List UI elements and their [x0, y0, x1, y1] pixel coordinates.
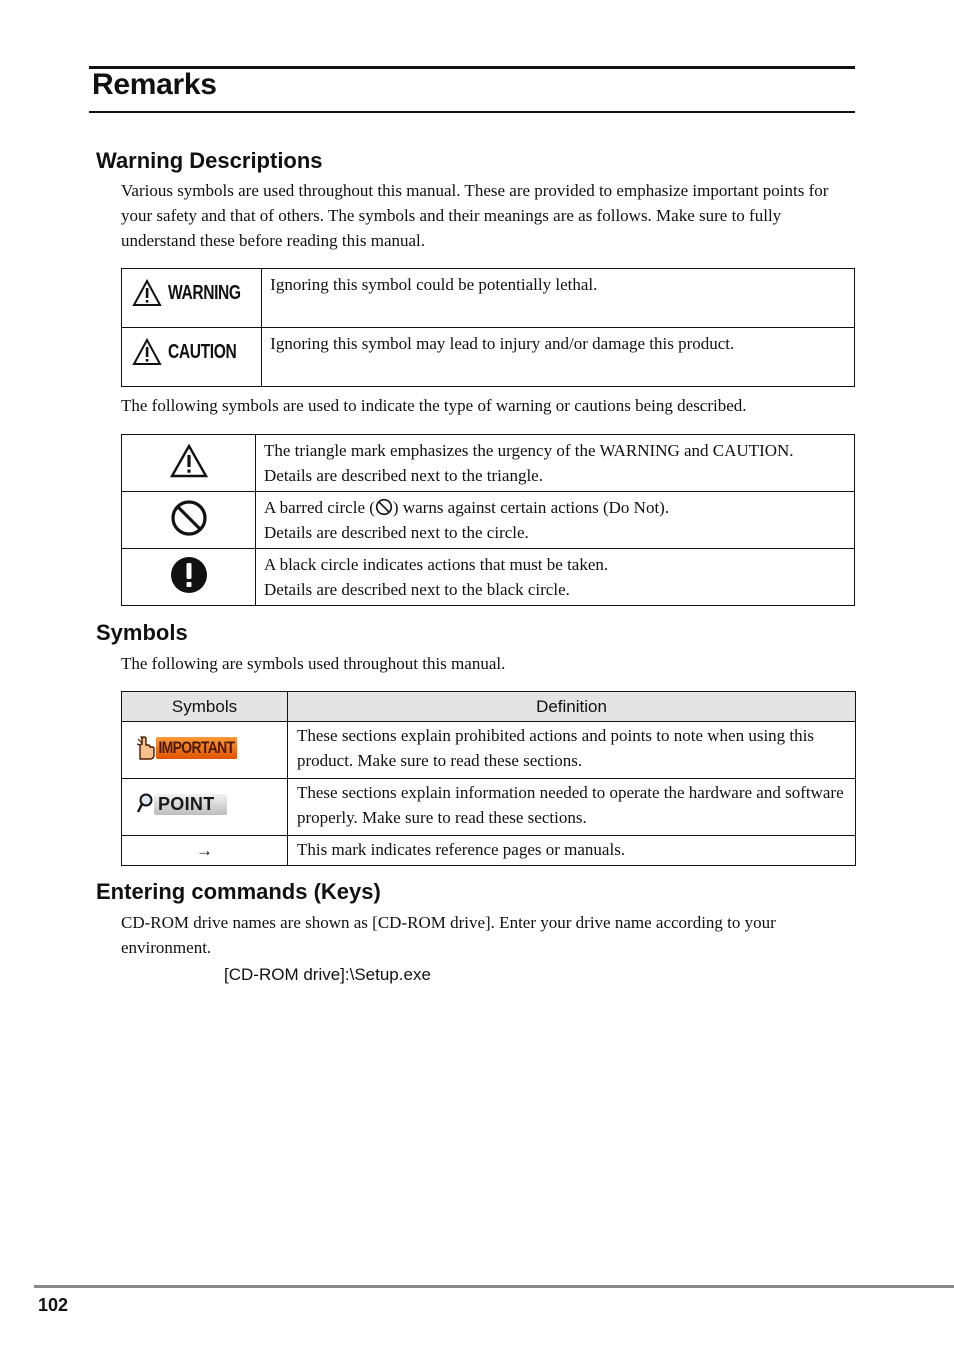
warning-levels-table: [121, 268, 855, 387]
warning-label-cell: [122, 269, 262, 328]
symbols-intro: The following are symbols used throughout this manual.: [121, 654, 506, 673]
symbols-heading: Symbols: [96, 620, 188, 645]
warning-label: WARNING: [168, 281, 241, 304]
barred-circle-line1-post: ) warns against certain actions (Do Not).: [392, 498, 670, 517]
barred-circle-line2: Details are described next to the circle.: [264, 523, 529, 542]
title-rule-bottom: [89, 111, 855, 113]
black-circle-row: [122, 549, 855, 606]
caution-row: [122, 328, 855, 387]
barred-circle-row: [122, 492, 855, 549]
warning-triangle-icon: [132, 279, 162, 307]
black-circle-description: [256, 549, 855, 606]
important-badge-icon: [136, 735, 255, 761]
warning-descriptions-intro: Various symbols are used throughout this manual. These are provided to emphasize important points for your safety and that of others. The symbols and their meanings are as follows. Make sure to fully understand these before reading this manual.: [121, 181, 829, 250]
arrow-row: [122, 836, 856, 866]
warning-row: [122, 269, 855, 328]
marks-intro: The following symbols are used to indicate the type of warning or cautions being described.: [121, 396, 747, 415]
barred-circle-small-icon: [375, 498, 393, 516]
black-circle-line1: A black circle indicates actions that must be taken.: [264, 555, 609, 574]
important-definition: These sections explain prohibited actions and points to note when using this product. Make sure to read these sections.: [288, 722, 856, 779]
important-row: [122, 722, 856, 779]
symbols-header-row: [122, 692, 856, 722]
point-badge-text: POINT: [154, 794, 227, 815]
arrow-definition: This mark indicates reference pages or manuals.: [288, 836, 856, 866]
black-circle-icon: [170, 556, 208, 594]
warning-descriptions-heading: Warning Descriptions: [96, 148, 323, 173]
point-symbol-cell: [122, 779, 288, 836]
point-badge-icon: [136, 792, 227, 818]
magnifier-icon: [136, 792, 154, 818]
point-row: [122, 779, 856, 836]
triangle-mark-row: [122, 435, 855, 492]
definition-column-header: Definition: [288, 692, 856, 722]
symbols-table: [121, 691, 856, 866]
entering-commands-heading: Entering commands (Keys): [96, 879, 381, 904]
page-number: 102: [38, 1295, 69, 1315]
triangle-mark-line2: Details are described next to the triangle.: [264, 466, 543, 485]
footer-rule: [34, 1285, 954, 1288]
arrow-icon: →: [122, 836, 288, 866]
hand-icon: [136, 735, 156, 761]
entering-commands-intro: CD-ROM drive names are shown as [CD-ROM drive]. Enter your drive name according to your environment.: [121, 913, 776, 957]
page-title: Remarks: [92, 68, 217, 101]
warning-marks-table: [121, 434, 855, 606]
barred-circle-line1: [264, 495, 846, 520]
black-circle-cell: [122, 549, 256, 606]
triangle-mark-icon: [170, 444, 208, 478]
triangle-mark-line1: The triangle mark emphasizes the urgency of the WARNING and CAUTION.: [264, 441, 794, 460]
warning-triangle-icon: [132, 338, 162, 366]
barred-circle-icon: [170, 499, 208, 537]
caution-description: Ignoring this symbol may lead to injury and/or damage this product.: [262, 328, 855, 387]
triangle-mark-description: [256, 435, 855, 492]
caution-label: CAUTION: [168, 340, 237, 363]
symbols-column-header: Symbols: [122, 692, 288, 722]
barred-circle-description: [256, 492, 855, 549]
important-symbol-cell: [122, 722, 288, 779]
point-definition: These sections explain information needed to operate the hardware and software properly. Make sure to read these sections.: [288, 779, 856, 836]
barred-circle-cell: [122, 492, 256, 549]
caution-label-cell: [122, 328, 262, 387]
barred-circle-line1-pre: A barred circle (: [264, 498, 375, 517]
important-badge-text: IMPORTANT: [156, 737, 237, 759]
command-example: [CD-ROM drive]:\Setup.exe: [224, 965, 431, 984]
triangle-mark-cell: [122, 435, 256, 492]
warning-description: Ignoring this symbol could be potentially lethal.: [262, 269, 855, 328]
black-circle-line2: Details are described next to the black circle.: [264, 580, 570, 599]
